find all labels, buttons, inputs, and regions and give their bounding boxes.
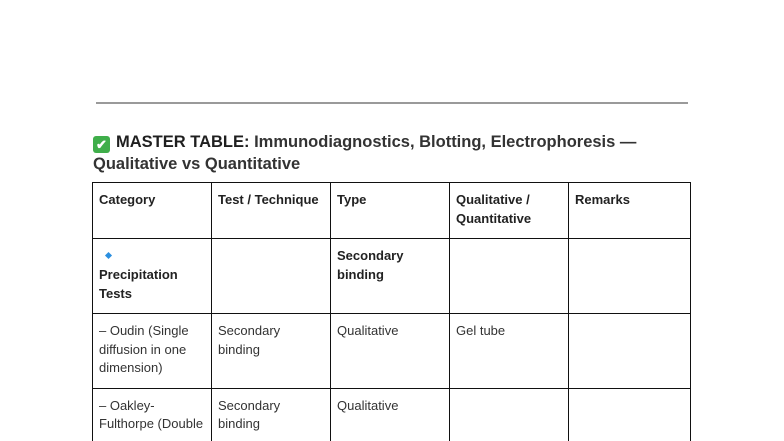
- cell-type: Secondary binding: [331, 239, 450, 314]
- cell-remarks: [569, 314, 691, 389]
- cell-qual-quant: [450, 388, 569, 441]
- cell-technique: Secondary binding: [212, 388, 331, 441]
- column-header-type: Type: [331, 183, 450, 239]
- heading-strong: MASTER TABLE:: [116, 133, 250, 151]
- cell-technique: Secondary binding: [212, 314, 331, 389]
- column-header-technique: Test / Technique: [212, 183, 331, 239]
- master-table: [92, 182, 691, 441]
- cell-type: Qualitative: [331, 388, 450, 441]
- column-header-category: Category: [93, 183, 212, 239]
- table-row: [93, 314, 691, 389]
- cell-qual-quant: [450, 239, 569, 314]
- cell-category: – Oakley-Fulthorpe (Double: [93, 388, 212, 441]
- cell-qual-quant: Gel tube: [450, 314, 569, 389]
- column-header-qual-quant: Qualitative / Quantitative: [450, 183, 569, 239]
- section-heading: [93, 131, 693, 175]
- cell-category: – Oudin (Single diffusion in one dimension): [93, 314, 212, 389]
- cell-type: Qualitative: [331, 314, 450, 389]
- cell-technique: [212, 239, 331, 314]
- check-mark-icon: ✔: [93, 136, 110, 153]
- cell-category: [93, 239, 212, 314]
- cell-remarks: [569, 239, 691, 314]
- cell-remarks: [569, 388, 691, 441]
- table-header-row: [93, 183, 691, 239]
- horizontal-rule: [96, 102, 688, 104]
- table-row: [93, 239, 691, 314]
- table-row: [93, 388, 691, 441]
- column-header-remarks: Remarks: [569, 183, 691, 239]
- heading-rest: Immunodiagnostics, Blotting, Electrophoresis — Qualitative vs Quantitative: [93, 133, 637, 173]
- blue-diamond-icon: [105, 252, 112, 259]
- category-text: Precipitation Tests: [99, 267, 178, 301]
